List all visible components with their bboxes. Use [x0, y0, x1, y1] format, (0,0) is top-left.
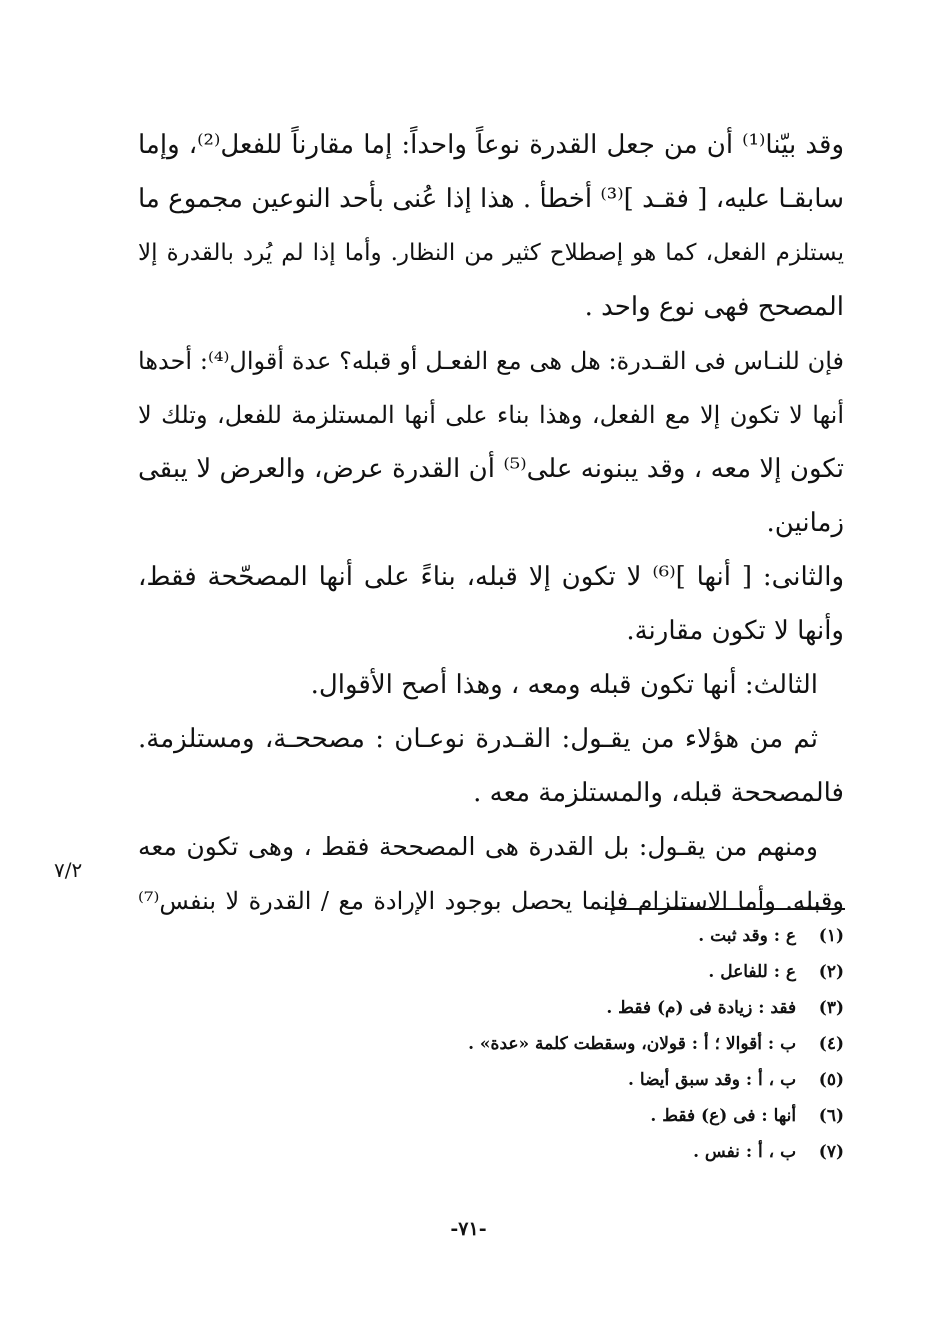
text-line: المصحح فهى نوع واحد . [584, 292, 844, 322]
footnote-separator [605, 908, 845, 910]
footnote-text: ع : وقد ثبت . [698, 926, 797, 946]
footnote-text: ع : للفاعل . [708, 962, 797, 982]
margin-reference: ٧/٢ [54, 858, 83, 882]
footnote-number: (٢) [818, 962, 844, 982]
main-text [138, 118, 844, 928]
paragraph [138, 658, 844, 712]
footnote-item [324, 954, 844, 990]
footnotes [324, 918, 844, 1170]
footnote-number: (٦) [818, 1106, 844, 1126]
text-line: فإن للنـاس فى القـدرة: هل هى مع الفعـل أو قبله؟ عدة أقوال⁽⁴⁾: أحدها [138, 347, 844, 375]
text-line: الثالث: أنها تكون قبله ومعه ، وهذا أصح الأقوال. [310, 670, 818, 700]
text-line: يستلزم الفعل، كما هو إصطلاح كثير من النظار. وأما إذا لم يُرد بالقدرة إلا [138, 240, 844, 266]
footnote-text: ب ، أ : نفس . [693, 1142, 797, 1162]
text-line: زمانين. [766, 508, 844, 538]
footnote-number: (٧) [818, 1142, 844, 1162]
footnote-number: (٥) [818, 1070, 844, 1090]
text-line: أنها لا تكون إلا مع الفعل، وهذا بناء على أنها المستلزمة للفعل، وتلك لا [138, 401, 844, 429]
text-line: سابقـا عليه، [ فقـد ]⁽³⁾ أخطأ . هذا إذا عُنى بأحد النوعين مجموع ما [138, 184, 845, 214]
footnote-text: فقد : زيادة فى (م) فقط . [606, 998, 797, 1018]
text-line: وقد بيّنا⁽¹⁾ أن من جعل القدرة نوعاً واحداً: إما مقارناً للفعل⁽²⁾، وإما [138, 130, 845, 160]
text-line: فالمصححة قبله، والمستلزمة معه . [473, 778, 844, 808]
footnote-item [324, 990, 844, 1026]
paragraph [138, 118, 844, 334]
page-number: -٧١- [450, 1218, 487, 1240]
footnote-item [324, 1062, 844, 1098]
footnote-item [324, 1134, 844, 1170]
footnote-item [324, 918, 844, 954]
footnote-number: (٤) [818, 1034, 844, 1054]
text-line: وقبله. وأما الاستلزام فإنما يحصل بوجود الإرادة مع / القدرة لا بنفس⁽⁷⁾ [138, 887, 844, 915]
footnote-item [324, 1098, 844, 1134]
paragraph [138, 820, 844, 928]
text-line: ثم من هؤلاء من يقـول: القـدرة نوعـان : مصححـة، ومستلزمة. [138, 724, 818, 754]
paragraph [138, 550, 844, 658]
text-line: تكون إلا معه ، وقد يبنونه على⁽⁵⁾ أن القدرة عرض، والعرض لا يبقى [138, 454, 845, 484]
footnote-item [324, 1026, 844, 1062]
paragraph [138, 334, 844, 550]
footnote-number: (١) [818, 926, 844, 946]
text-line: وأنها لا تكون مقارنة. [626, 616, 844, 646]
text-line: ومنهم من يقـول: بل القدرة هى المصححة فقط ، وهى تكون معه [138, 832, 818, 861]
footnote-number: (٣) [818, 998, 844, 1018]
footnote-text: أنها : فى (ع) فقط . [650, 1106, 797, 1126]
text-line: والثانى: [ أنها ]⁽⁶⁾ لا تكون إلا قبله، بناءً على أنها المصحّحة فقط، [138, 562, 845, 592]
footnote-text: ب : أقوالا ؛ أ : قولان، وسقطت كلمة «عدة» . [468, 1034, 797, 1054]
footnote-text: ب ، أ : وقد سبق أيضا . [628, 1070, 797, 1090]
paragraph [138, 712, 844, 820]
